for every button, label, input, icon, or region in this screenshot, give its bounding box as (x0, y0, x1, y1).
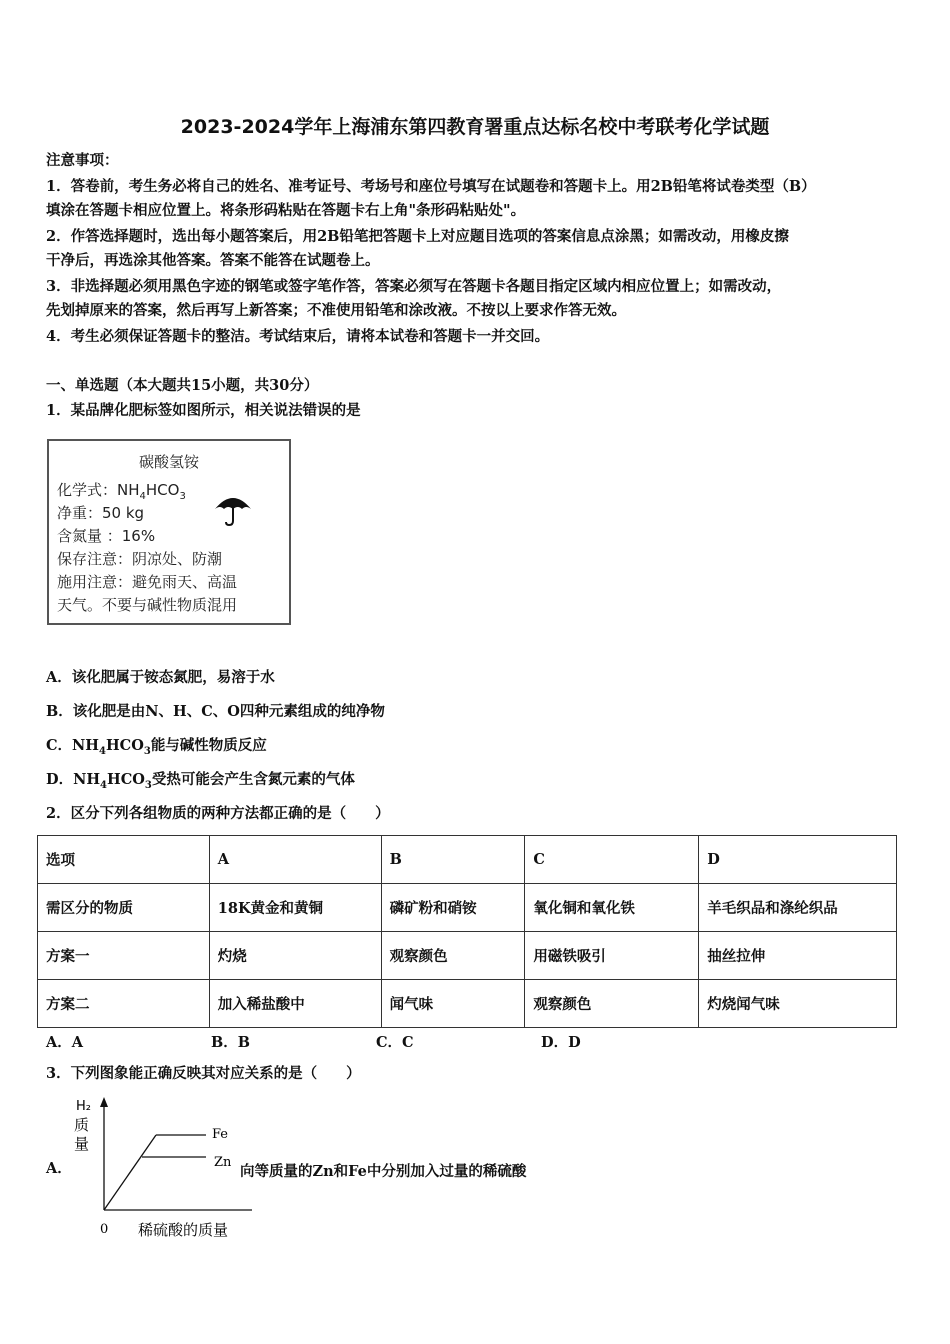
table-cell: 选项 (38, 836, 210, 884)
label-name: 碳酸氢铵 (138, 453, 199, 471)
umbrella-icon (213, 491, 253, 527)
fe-series-label: Fe (212, 1127, 229, 1142)
table-cell: 氧化铜和氧化铁 (525, 884, 699, 932)
question-1-option-b: B．该化肥是由N、H、C、O四种元素组成的纯净物 (46, 703, 385, 720)
table-cell: 18K黄金和黄铜 (209, 884, 381, 932)
table-cell: 闻气味 (381, 980, 525, 1028)
table-cell: 方案二 (38, 980, 210, 1028)
question-2-answer-b: B．B (211, 1034, 251, 1051)
label-usage-2: 天气。不要与碱性物质混用 (57, 596, 238, 614)
table-cell: 灼烧闻气味 (699, 980, 897, 1028)
question-2-answer-c: C．C (376, 1034, 414, 1051)
question-1-option-c: C．$NH_4HCO_3$能与碱性物质反应 (46, 737, 267, 757)
question-3-stem: 3．下列图象能正确反映其对应关系的是（ ） (46, 1065, 361, 1082)
zn-series-label: Zn (214, 1155, 232, 1170)
label-weight: 净重：50 kg (57, 504, 145, 522)
question-1-option-a: A．该化肥属于铵态氮肥，易溶于水 (46, 669, 275, 686)
note-4: 4．考生必须保证答题卡的整洁。考试结束后，请将本试卷和答题卡一并交回。 (46, 328, 550, 345)
y-axis-label-liang: 量 (74, 1135, 90, 1153)
table-cell: 观察颜色 (381, 932, 525, 980)
table-row (38, 836, 897, 884)
label-usage-1: 施用注意：避免雨天、高温 (57, 573, 238, 591)
question-1-stem: 1．某品牌化肥标签如图所示，相关说法错误的是 (46, 402, 361, 419)
question-2-stem: 2．区分下列各组物质的两种方法都正确的是（ ） (46, 805, 390, 822)
table-cell: A (209, 836, 381, 884)
origin-label: 0 (100, 1222, 109, 1237)
hydrogen-mass-graph (72, 1095, 252, 1245)
y-axis-label-zhi: 质 (74, 1116, 90, 1134)
fe-curve (104, 1135, 156, 1210)
note-3-line-1: 3．非选择题必须用黑色字迹的钢笔或签字笔作答，答案必须写在答题卡各题目指定区域内相应位置上；如需改动， (46, 278, 782, 295)
section-heading: 一、单选题（本大题共15小题，共30分） (46, 377, 319, 394)
table-cell: 观察颜色 (525, 980, 699, 1028)
question-3-option-a-label: A． (46, 1160, 72, 1177)
table-row (38, 884, 897, 932)
table-cell: 抽丝拉伸 (699, 932, 897, 980)
table-cell: B (381, 836, 525, 884)
note-1-line-2: 填涂在答题卡相应位置上。将条形码粘贴在答题卡右上角"条形码粘贴处"。 (46, 202, 526, 219)
table-cell: 灼烧 (209, 932, 381, 980)
table-row (38, 932, 897, 980)
note-3-line-2: 先划掉原来的答案，然后再写上新答案；不准使用铅笔和涂改液。不按以上要求作答无效。 (46, 302, 626, 319)
question-2-answer-d: D．D (541, 1034, 581, 1051)
notes-heading: 注意事项： (46, 152, 119, 169)
table-cell: C (525, 836, 699, 884)
note-2-line-2: 干净后，再选涂其他答案。答案不能答在试题卷上。 (46, 252, 380, 269)
question-1-option-d: D．$NH_4HCO_3$受热可能会产生含氮元素的气体 (46, 771, 355, 791)
fertilizer-label (47, 439, 291, 625)
page-title: 2023-2024学年上海浦东第四教育署重点达标名校中考联考化学试题 (180, 116, 770, 138)
label-nitrogen: 含氮量 ：16% (57, 527, 156, 545)
table-cell: 羊毛织品和涤纶织品 (699, 884, 897, 932)
note-1-line-1: 1．答卷前，考生务必将自己的姓名、准考证号、考场号和座位号填写在试题卷和答题卡上。用2B铅笔将试卷类型（B） (46, 178, 816, 195)
table-cell: 用磁铁吸引 (525, 932, 699, 980)
comparison-table (37, 835, 897, 1028)
table-row (38, 980, 897, 1028)
label-storage: 保存注意：阴凉处、防潮 (57, 550, 223, 568)
y-axis-label-h2: H₂ (76, 1099, 91, 1114)
x-axis-label: 稀硫酸的质量 (138, 1221, 229, 1239)
question-2-answer-a: A．A (46, 1034, 84, 1051)
table-cell: D (699, 836, 897, 884)
table-cell: 加入稀盐酸中 (209, 980, 381, 1028)
question-3-option-a-text: 向等质量的Zn和Fe中分别加入过量的稀硫酸 (240, 1163, 527, 1180)
label-formula: 化学式：$NH_4HCO_3$ (57, 481, 186, 502)
table-cell: 方案一 (38, 932, 210, 980)
table-cell: 磷矿粉和硝铵 (381, 884, 525, 932)
table-cell: 需区分的物质 (38, 884, 210, 932)
note-2-line-1: 2．作答选择题时，选出每小题答案后，用2B铅笔把答题卡上对应题目选项的答案信息点涂黑；如需改动，用橡皮擦 (46, 228, 789, 245)
